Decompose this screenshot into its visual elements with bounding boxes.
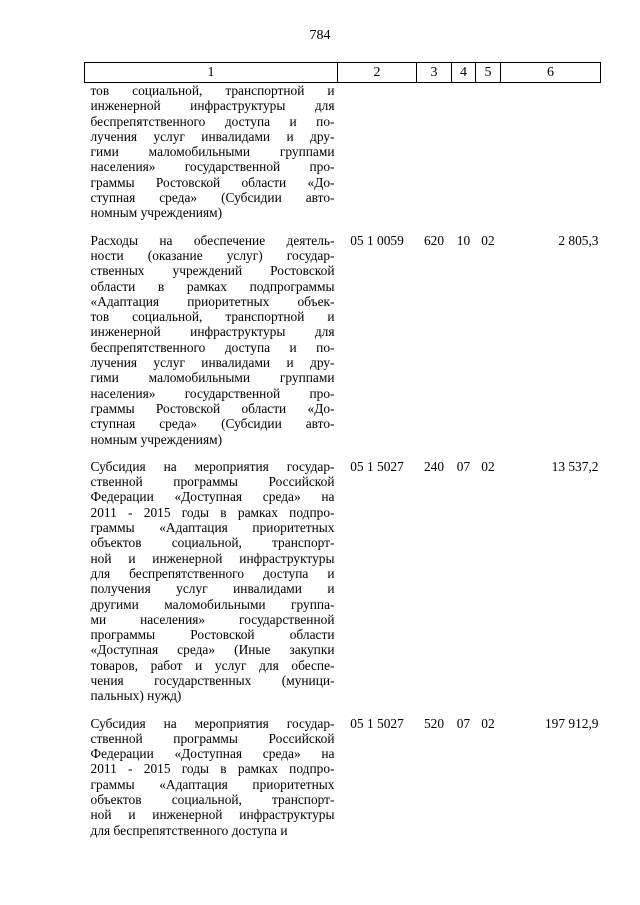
row-code: 05 1 5027 [350, 458, 404, 474]
description-line: «Адаптация приоритетных объек- [90, 293, 335, 309]
row-amount: 197 912,9 [544, 715, 599, 731]
description-line: Расходы на обеспечение деятель- [90, 232, 335, 248]
row-amount: 2 805,3 [558, 232, 599, 248]
row-section: 07 [456, 715, 471, 731]
description-line: беспрепятственного доступа и по- [90, 113, 335, 129]
description-line: Федерации «Доступная среда» на [90, 489, 335, 505]
col-header-1: 1 [85, 63, 338, 83]
description-line: граммы Ростовской области «До- [90, 400, 335, 416]
page-number: 784 [309, 28, 331, 43]
description-line: Федерации «Доступная среда» на [90, 746, 335, 762]
description-line: граммы Ростовской области «До- [90, 174, 335, 190]
description-line: гими маломобильными группами [90, 144, 335, 160]
description-line: ственных учреждений Ростовской [90, 263, 335, 279]
row-amount: 13 537,2 [551, 458, 599, 474]
row-code [338, 83, 417, 221]
description-line: пальных) нужд) [90, 688, 182, 704]
description-line: тов социальной, транспортной и [90, 83, 335, 98]
description-line: населения» государственной про- [90, 159, 335, 175]
description-line: инженерной инфраструктуры для [90, 98, 335, 114]
description-line: ми населения» государственной [90, 611, 335, 627]
row-expense-type: 240 [423, 458, 445, 474]
row-spacer [85, 704, 601, 716]
col-header-2: 2 [338, 63, 417, 83]
row-section [452, 83, 476, 221]
row-subsection [476, 83, 501, 221]
description-line: для беспрепятственного доступа и [90, 822, 288, 838]
row-expense-type: 520 [423, 715, 445, 731]
row-subsection: 02 [481, 458, 495, 474]
row-description [85, 233, 338, 447]
table-row [85, 233, 601, 447]
row-code: 05 1 0059 [350, 232, 404, 248]
description-line: лучения услуг инвалидами и дру- [90, 128, 335, 144]
description-line: чения государственных (муници- [90, 672, 335, 688]
description-line: ступная среда» (Субсидии авто- [90, 416, 335, 432]
row-section: 07 [456, 458, 471, 474]
row-description [85, 716, 338, 838]
description-line: населения» государственной про- [90, 385, 335, 401]
description-line: другими маломобильными группа- [90, 596, 335, 612]
row-description [85, 459, 338, 704]
row-section: 10 [456, 232, 471, 248]
description-line: лучения услуг инвалидами и дру- [90, 355, 335, 371]
row-subsection: 02 [481, 715, 495, 731]
description-line: для беспрепятственного доступа и [90, 565, 335, 581]
col-header-3: 3 [417, 63, 452, 83]
description-line: Субсидия на мероприятия государ- [90, 458, 335, 474]
col-header-6: 6 [501, 63, 601, 83]
description-line: получения услуг инвалидами и [90, 581, 335, 597]
description-line: номным учреждениям) [90, 205, 223, 221]
description-line: 2011 - 2015 годы в рамках подпро- [90, 761, 335, 777]
table-row [85, 83, 601, 221]
description-line: объектов социальной, транспорт- [90, 792, 335, 808]
description-line: тов социальной, транспортной и [90, 309, 335, 325]
description-line: номным учреждениям) [90, 431, 223, 447]
col-header-5: 5 [476, 63, 501, 83]
description-line: товаров, работ и услуг для обеспе- [90, 657, 335, 673]
description-line: инженерной инфраструктуры для [90, 324, 335, 340]
description-line: беспрепятственного доступа и по- [90, 339, 335, 355]
description-line: программы Ростовской области [90, 627, 335, 643]
row-code: 05 1 5027 [350, 715, 404, 731]
row-description [85, 83, 338, 221]
table-row [85, 459, 601, 704]
description-line: гими маломобильными группами [90, 370, 335, 386]
table-row [85, 716, 601, 838]
row-amount [501, 83, 601, 221]
description-line: «Доступная среда» (Иные закупки [90, 642, 335, 658]
description-line: ной и инженерной инфраструктуры [90, 550, 335, 566]
description-line: ности (оказание услуг) государ- [90, 247, 335, 263]
row-subsection: 02 [481, 232, 495, 248]
description-line: ственной программы Российской [90, 474, 335, 490]
description-line: 2011 - 2015 годы в рамках подпро- [90, 504, 335, 520]
description-line: объектов социальной, транспорт- [90, 535, 335, 551]
description-line: граммы «Адаптация приоритетных [90, 776, 335, 792]
row-spacer [85, 221, 601, 233]
description-line: граммы «Адаптация приоритетных [90, 520, 335, 536]
row-expense-type: 620 [423, 232, 445, 248]
row-spacer [85, 447, 601, 459]
description-line: ной и инженерной инфраструктуры [90, 807, 335, 823]
description-line: ступная среда» (Субсидии авто- [90, 190, 335, 206]
col-header-4: 4 [452, 63, 476, 83]
row-expense-type [417, 83, 452, 221]
budget-table [84, 62, 601, 838]
description-line: ственной программы Российской [90, 730, 335, 746]
header-row [85, 63, 601, 83]
description-line: Субсидия на мероприятия государ- [90, 715, 335, 731]
description-line: области в рамках подпрограммы [90, 278, 335, 294]
